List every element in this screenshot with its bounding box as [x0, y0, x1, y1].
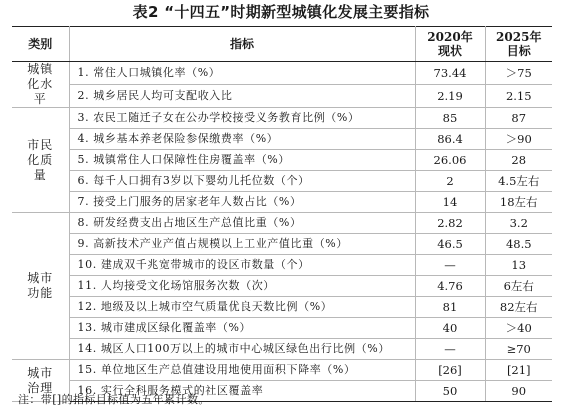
value-2020-cell: 2 — [415, 171, 485, 192]
value-2025-cell: ＞40 — [485, 318, 552, 339]
value-2025-cell: ＞75 — [485, 62, 552, 85]
category-cell: 城市功能 — [12, 213, 69, 360]
indicator-cell: 15. 单位地区生产总值建设用地使用面积下降率（%） — [69, 360, 415, 381]
category-cell: 城市治理 — [12, 360, 69, 402]
indicator-cell: 9. 高新技术产业产值占规模以上工业产值比重（%） — [69, 234, 415, 255]
table-title: 表2 “十四五”时期新型城镇化发展主要指标 — [132, 3, 430, 21]
indicator-cell: 5. 城镇常住人口保障性住房覆盖率（%） — [69, 150, 415, 171]
value-2020-cell: 86.4 — [415, 129, 485, 150]
value-2025-cell: 4.5左右 — [485, 171, 552, 192]
table-row — [12, 108, 552, 129]
value-2020-cell: 2.19 — [415, 85, 485, 108]
value-2020-cell: 26.06 — [415, 150, 485, 171]
indicator-cell: 8. 研发经费支出占地区生产总值比重（%） — [69, 213, 415, 234]
header-category: 类别 — [12, 27, 69, 62]
header-2020-label: 2020年 现状 — [427, 30, 473, 58]
value-2025-cell: 18左右 — [485, 192, 552, 213]
table-row — [12, 171, 552, 192]
indicator-cell: 13. 城市建成区绿化覆盖率（%） — [69, 318, 415, 339]
value-2025-cell: ＞90 — [485, 129, 552, 150]
header-2020 — [415, 27, 485, 62]
table-row — [12, 129, 552, 150]
value-2025-cell: 13 — [485, 255, 552, 276]
header-2025 — [485, 27, 552, 62]
indicator-cell: 7. 接受上门服务的居家老年人数占比（%） — [69, 192, 415, 213]
indicators-table — [12, 26, 552, 402]
value-2020-cell: — — [415, 339, 485, 360]
table-row — [12, 339, 552, 360]
value-2020-cell: 2.82 — [415, 213, 485, 234]
table-row — [12, 255, 552, 276]
table-row — [12, 276, 552, 297]
indicator-cell: 3. 农民工随迁子女在公办学校接受义务教育比例（%） — [69, 108, 415, 129]
table-row — [12, 62, 552, 85]
table-row — [12, 297, 552, 318]
value-2020-cell: 73.44 — [415, 62, 485, 85]
category-cell: 市民化质量 — [12, 108, 69, 213]
value-2020-cell: 46.5 — [415, 234, 485, 255]
table-body — [12, 62, 552, 402]
table-row — [12, 85, 552, 108]
header-indicator: 指标 — [69, 27, 415, 62]
table-row — [12, 318, 552, 339]
value-2025-cell: 28 — [485, 150, 552, 171]
table-row — [12, 150, 552, 171]
table-header-row — [12, 27, 552, 62]
value-2020-cell: 85 — [415, 108, 485, 129]
value-2025-cell: 3.2 — [485, 213, 552, 234]
value-2025-cell: 48.5 — [485, 234, 552, 255]
indicator-cell: 6. 每千人口拥有3岁以下婴幼儿托位数（个） — [69, 171, 415, 192]
value-2020-cell: 50 — [415, 381, 485, 402]
value-2025-cell: [21] — [485, 360, 552, 381]
value-2025-cell: ≥70 — [485, 339, 552, 360]
indicator-cell: 4. 城乡基本养老保险参保缴费率（%） — [69, 129, 415, 150]
value-2025-cell: 2.15 — [485, 85, 552, 108]
indicator-cell: 10. 建成双千兆宽带城市的设区市数量（个） — [69, 255, 415, 276]
indicator-cell: 1. 常住人口城镇化率（%） — [69, 62, 415, 85]
value-2020-cell: 4.76 — [415, 276, 485, 297]
table-row — [12, 192, 552, 213]
table-row — [12, 360, 552, 381]
table-row — [12, 234, 552, 255]
footnote: 注：带[]的指标目标值为五年累计数。 — [18, 393, 210, 406]
category-cell: 城镇化水平 — [12, 62, 69, 108]
value-2020-cell: 14 — [415, 192, 485, 213]
value-2025-cell: 87 — [485, 108, 552, 129]
value-2025-cell: 6左右 — [485, 276, 552, 297]
value-2020-cell: 40 — [415, 318, 485, 339]
header-2025-label: 2025年 目标 — [496, 30, 542, 58]
indicator-cell: 12. 地级及以上城市空气质量优良天数比例（%） — [69, 297, 415, 318]
value-2020-cell: 81 — [415, 297, 485, 318]
indicator-cell: 14. 城区人口100万以上的城市中心城区绿色出行比例（%） — [69, 339, 415, 360]
indicator-cell: 16. 实行全科服务模式的社区覆盖率 — [69, 381, 415, 402]
value-2020-cell: [26] — [415, 360, 485, 381]
value-2025-cell: 90 — [485, 381, 552, 402]
value-2020-cell: — — [415, 255, 485, 276]
value-2025-cell: 82左右 — [485, 297, 552, 318]
table-row — [12, 213, 552, 234]
indicator-cell: 11. 人均接受文化场馆服务次数（次） — [69, 276, 415, 297]
indicator-cell: 2. 城乡居民人均可支配收入比 — [69, 85, 415, 108]
